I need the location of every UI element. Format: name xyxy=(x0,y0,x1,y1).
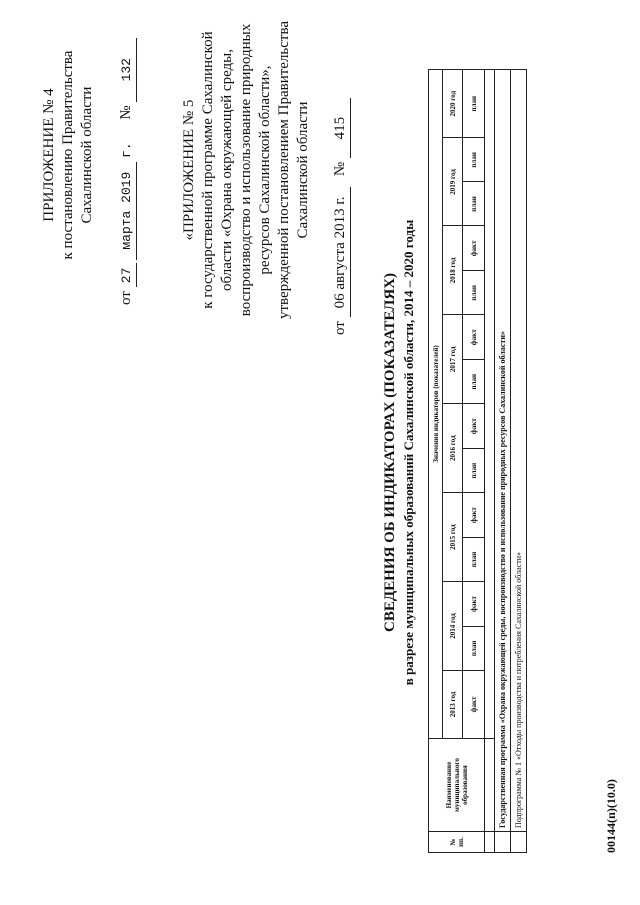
fact-header: факт xyxy=(463,670,485,738)
date-value: 06 августа 2013 г. xyxy=(331,187,351,317)
fact-header: факт xyxy=(463,493,485,538)
plan-header: план xyxy=(463,626,485,670)
appendix-5-date-line xyxy=(331,5,351,335)
appendix-5-line: к государственной программе Сахалинской xyxy=(200,31,216,309)
from-label: от xyxy=(332,321,348,335)
appendix-4-line: к постановлению Правительства xyxy=(60,50,76,260)
number-value: 415 xyxy=(331,98,351,158)
col-values-header: Значения индикаторов (показателей) xyxy=(429,70,443,739)
fact-header: факт xyxy=(463,582,485,627)
appendix-5-line: воспроизводство и использование природных xyxy=(238,23,254,317)
empty-cell xyxy=(495,832,511,853)
year-suffix: г. xyxy=(119,142,134,158)
year-header: 2019 год xyxy=(443,138,463,226)
number-label: № xyxy=(118,105,134,120)
appendix-5-block xyxy=(180,5,351,335)
appendix-4-block xyxy=(40,5,137,305)
appendix-5-line: Сахалинской области xyxy=(295,101,311,239)
empty-cell xyxy=(485,70,495,739)
from-label: от xyxy=(118,291,134,305)
number-value: 132 xyxy=(117,38,137,102)
plan-header: план xyxy=(463,360,485,404)
empty-cell xyxy=(511,832,527,853)
fact-header: факт xyxy=(463,315,485,360)
indicators-table xyxy=(428,69,527,853)
appendix-4-date-line xyxy=(117,5,137,305)
fact-header: факт xyxy=(463,404,485,449)
year-header: 2020 год xyxy=(443,70,463,138)
fact-header: факт xyxy=(463,226,485,271)
appendix-5-line: утвержденной постановлением Правительства xyxy=(276,20,292,320)
year-header: 2013 год xyxy=(443,670,463,738)
plan-header: план xyxy=(463,70,485,138)
plan-header: план xyxy=(463,182,485,226)
appendix-5-line: области «Охрана окружающей среды, xyxy=(219,49,235,291)
appendix-4-line: Сахалинской области xyxy=(79,86,95,224)
plan-header: план xyxy=(463,271,485,315)
plan-header: план xyxy=(463,449,485,493)
month-year-value: марта 2019 xyxy=(117,162,137,260)
year-header: 2016 год xyxy=(443,404,463,493)
appendix-4-title: ПРИЛОЖЕНИЕ № 4 xyxy=(41,88,57,222)
day-value: 27 xyxy=(117,263,137,287)
col-name-header: Наименование муниципального образования xyxy=(429,739,485,832)
number-label: № xyxy=(332,161,348,177)
col-number-header: № пп. xyxy=(429,832,485,853)
plan-header: план xyxy=(463,537,485,581)
year-header: 2017 год xyxy=(443,315,463,404)
document-subtitle: в разрезе муниципальных образований Сахалинской области, 2014 – 2020 годы xyxy=(401,219,416,686)
document-title: СВЕДЕНИЯ ОБ ИНДИКАТОРАХ (ПОКАЗАТЕЛЯХ) xyxy=(382,273,398,633)
year-header: 2015 год xyxy=(443,493,463,582)
table-row-subprogram: Подпрограмма № 1 «Отходы производства и потребления Сахалинской области» xyxy=(511,70,527,832)
empty-cell xyxy=(485,739,495,832)
appendix-5-line: ресурсов Сахалинской области», xyxy=(257,65,273,275)
year-header: 2018 год xyxy=(443,226,463,315)
appendix-5-title: «ПРИЛОЖЕНИЕ № 5 xyxy=(181,99,197,241)
empty-cell xyxy=(485,832,495,853)
table-row-program: Государственная программа «Охрана окружающей среды, воспроизводство и использование природных ресурсов Сахалинской области» xyxy=(495,70,511,832)
footer-code: 00144(п)(10.0) xyxy=(604,779,618,853)
year-header: 2014 год xyxy=(443,582,463,671)
plan-header: план xyxy=(463,138,485,182)
